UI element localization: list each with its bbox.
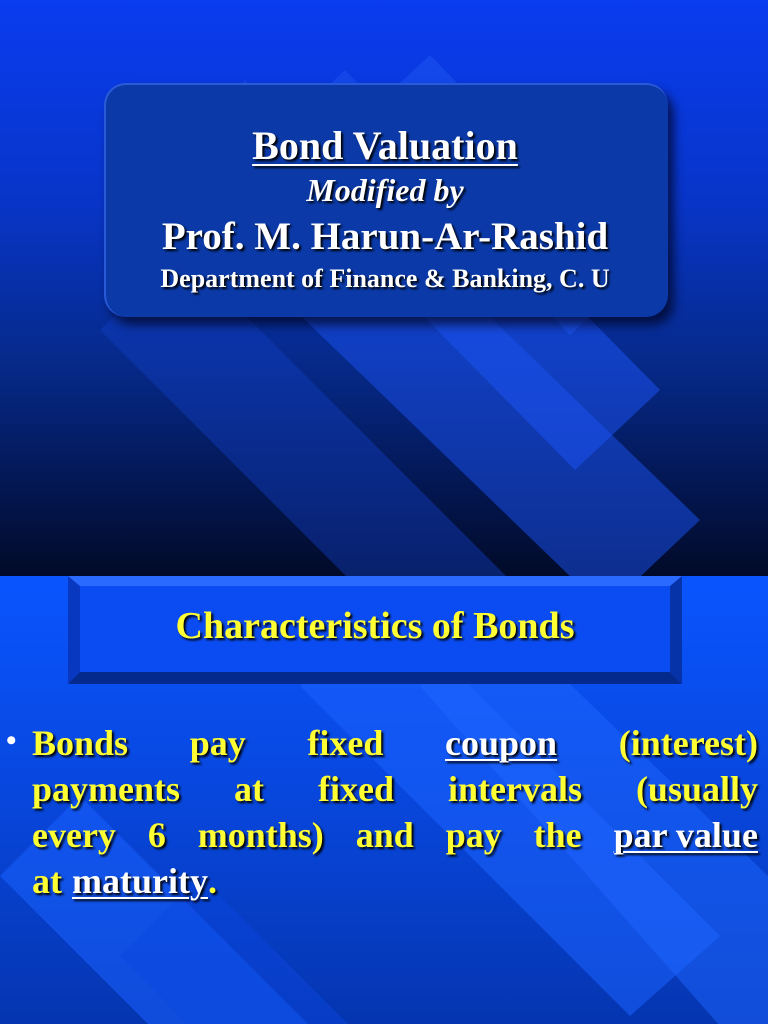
word: payments [32, 769, 181, 809]
word: at [234, 769, 264, 809]
content-slide [0, 576, 768, 1024]
word: pay [189, 723, 246, 763]
period: . [207, 861, 217, 901]
word: every [32, 815, 116, 855]
word: the [533, 815, 582, 855]
author-name: Prof. M. Harun-Ar-Rashid [161, 215, 609, 258]
word: Bonds [32, 723, 129, 763]
word: and [355, 815, 414, 855]
word: fixed [307, 723, 384, 763]
modified-by-label: Modified by [306, 172, 464, 208]
word: intervals [447, 769, 582, 809]
word: (usually [635, 769, 758, 809]
word: pay [445, 815, 502, 855]
word: at [32, 861, 62, 901]
department-name: Department of Finance & Banking, C. U [160, 264, 610, 293]
word: (interest) [618, 723, 758, 763]
word: months) [197, 815, 324, 855]
slide-title: Bond Valuation [252, 123, 518, 168]
bullet-line [32, 860, 758, 906]
term-coupon: coupon [445, 723, 558, 763]
slide-title: Characteristics of Bonds [175, 605, 575, 647]
term-maturity: maturity [72, 861, 208, 901]
bullet-line [32, 722, 758, 768]
bullet-line [32, 768, 758, 814]
bullet-line [32, 814, 758, 860]
bullet-icon: • [6, 724, 17, 757]
word: fixed [317, 769, 394, 809]
word: 6 [147, 815, 166, 855]
term-par-value: par value [613, 815, 758, 855]
